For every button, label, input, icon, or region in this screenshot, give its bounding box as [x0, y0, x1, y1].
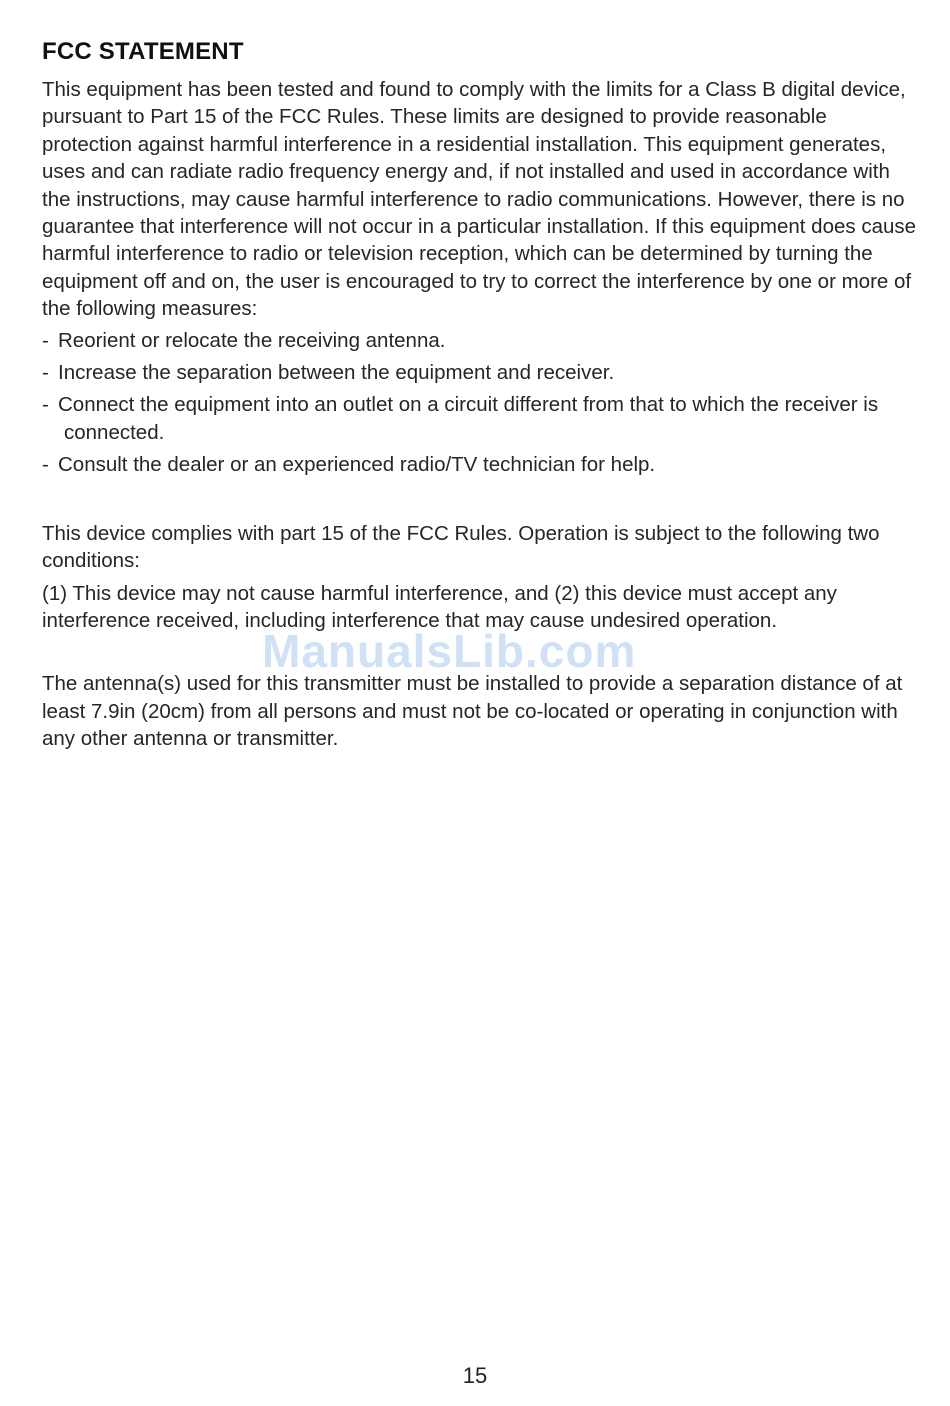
part15-paragraph: This device complies with part 15 of the FCC Rules. Operation is subject to the following two conditions: [42, 521, 880, 573]
measure-text: Connect the equipment into an outlet on a circuit different from that to which the receiver is connected. [58, 393, 879, 444]
spacer [42, 484, 922, 520]
measure-item [42, 327, 922, 354]
measure-text: Reorient or relocate the receiving antenna. [58, 328, 446, 352]
bullet-dash: - [42, 328, 49, 352]
page-number: 15 [462, 1363, 488, 1388]
compliance-paragraph: This equipment has been tested and found to comply with the limits for a Class B digital device, pursuant to Part 15 of the FCC Rules. These limits are designed to provide reasonable protection against harmful interference in a residential installation. This equipment generates, uses and can radiate radio frequency energy and, if not installed and used in accordance with the instructions, may cause harmful interference to radio communications. However, there is no guarantee that interference will not occur in a particular installation. If this equipment does cause harmful interference to radio or television reception, which can be determined by turning the equipment off and on, the user is encouraged to try to correct the interference by one or more of the following measures: [42, 78, 917, 321]
document-page [42, 38, 922, 753]
bullet-dash: - [42, 393, 49, 417]
conditions-paragraph: (1) This device may not cause harmful interference, and (2) this device must accept any interference received, including interference that may cause undesired operation. [42, 581, 837, 632]
measure-text: Consult the dealer or an experienced radio/TV technician for help. [58, 453, 656, 477]
measure-item [42, 451, 922, 478]
bullet-dash: - [42, 453, 49, 477]
measure-text: Increase the separation between the equipment and receiver. [58, 361, 615, 385]
spacer [42, 634, 922, 670]
bullet-dash: - [42, 361, 49, 385]
watermark-logo: ManualsLib.com [262, 625, 637, 677]
measures-list [42, 327, 922, 479]
antenna-paragraph: The antenna(s) used for this transmitter must be installed to provide a separation distance of at least 7.9in (20cm) from all persons and must not be co-located or operating in conjunction with any other antenna or transmitter. [42, 672, 903, 751]
section-title: FCC STATEMENT [42, 38, 244, 65]
measure-item [42, 391, 922, 446]
measure-item [42, 359, 922, 386]
